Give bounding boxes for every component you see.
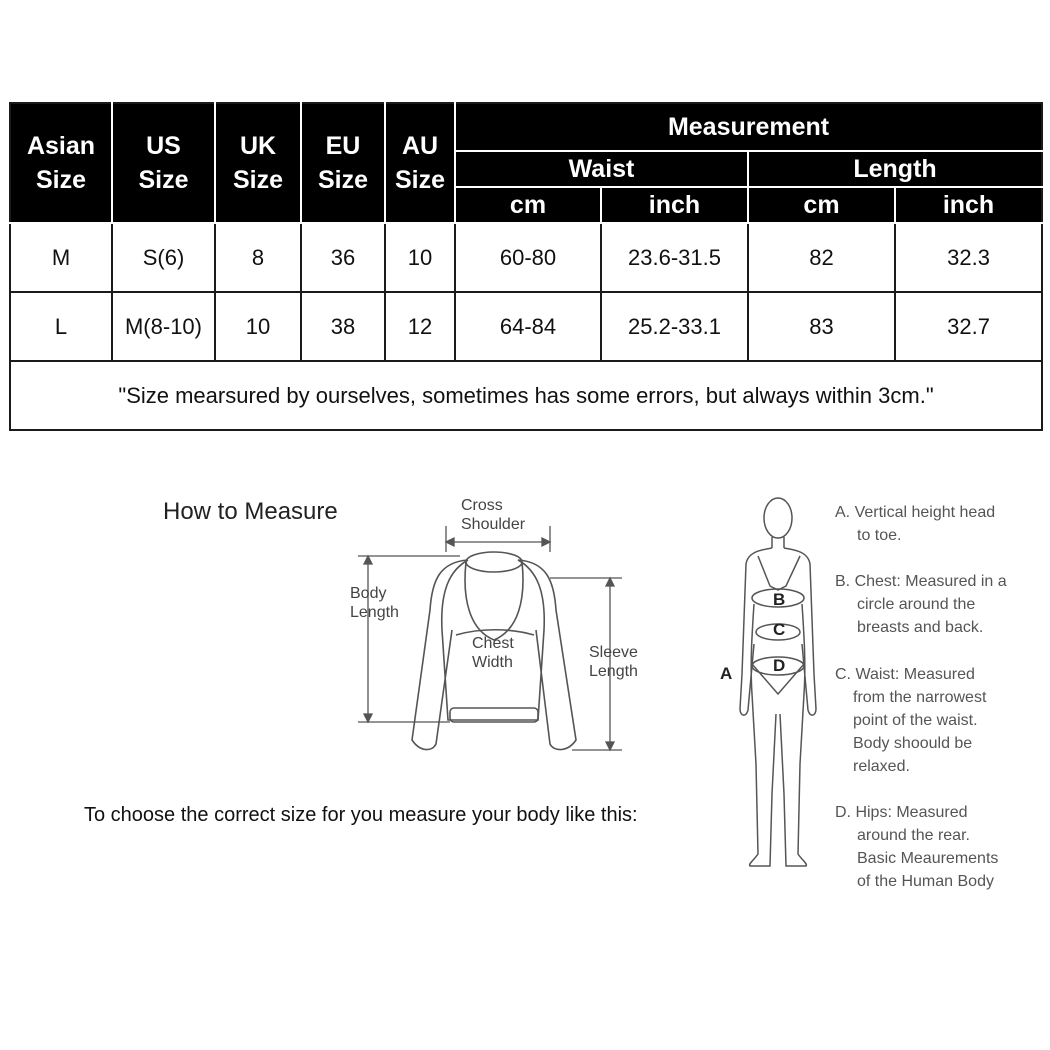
legend-a: A. Vertical height head to toe. bbox=[835, 504, 996, 544]
sleeve-length-label: Sleeve Length bbox=[589, 644, 638, 680]
header-waist: Waist bbox=[455, 151, 748, 187]
table-cell: 83 bbox=[748, 292, 895, 361]
header-length-cm: cm bbox=[748, 187, 895, 223]
size-chart-table bbox=[9, 102, 1043, 431]
header-waist-cm: cm bbox=[455, 187, 601, 223]
choose-size-instruction: To choose the correct size for you measure your body like this: bbox=[84, 804, 638, 826]
marker-d: D bbox=[773, 656, 786, 675]
table-cell: 36 bbox=[301, 223, 385, 292]
body-measurement-figure bbox=[730, 494, 830, 876]
header-measurement: Measurement bbox=[455, 103, 1042, 151]
chest-width-label: Chest Width bbox=[472, 635, 514, 671]
table-cell: 38 bbox=[301, 292, 385, 361]
legend-d: D. Hips: Measured around the rear. Basic Meaurements of the Human Body bbox=[835, 804, 999, 890]
legend-c: C. Waist: Measured from the narrowest point of the waist. Body shoould be relaxed. bbox=[835, 666, 987, 775]
table-cell: L bbox=[10, 292, 112, 361]
table-cell: 32.7 bbox=[895, 292, 1042, 361]
table-cell: 32.3 bbox=[895, 223, 1042, 292]
cross-shoulder-label: Cross Shoulder bbox=[461, 497, 526, 533]
table-row bbox=[10, 292, 1042, 361]
table-cell: M bbox=[10, 223, 112, 292]
table-cell: 23.6-31.5 bbox=[601, 223, 748, 292]
table-cell: 12 bbox=[385, 292, 455, 361]
header-asian-size: Asian Size bbox=[10, 103, 112, 223]
header-au-size: AU Size bbox=[385, 103, 455, 223]
header-length-inch: inch bbox=[895, 187, 1042, 223]
table-cell: 60-80 bbox=[455, 223, 601, 292]
marker-a: A bbox=[720, 664, 733, 683]
table-cell: 8 bbox=[215, 223, 301, 292]
header-length: Length bbox=[748, 151, 1042, 187]
marker-c: C bbox=[773, 620, 786, 639]
header-eu-size: EU Size bbox=[301, 103, 385, 223]
table-cell: 25.2-33.1 bbox=[601, 292, 748, 361]
table-cell: 10 bbox=[385, 223, 455, 292]
table-cell: 64-84 bbox=[455, 292, 601, 361]
header-us-size: US Size bbox=[112, 103, 215, 223]
header-uk-size: UK Size bbox=[215, 103, 301, 223]
legend-b: B. Chest: Measured in a circle around the breasts and back. bbox=[835, 573, 1007, 636]
table-row bbox=[10, 223, 1042, 292]
table-cell: S(6) bbox=[112, 223, 215, 292]
size-note: "Size mearsured by ourselves, sometimes has some errors, but always within 3cm." bbox=[10, 361, 1042, 430]
how-to-measure-title: How to Measure bbox=[163, 498, 338, 525]
table-cell: 10 bbox=[215, 292, 301, 361]
marker-b: B bbox=[773, 590, 786, 609]
header-waist-inch: inch bbox=[601, 187, 748, 223]
table-cell: M(8-10) bbox=[112, 292, 215, 361]
table-cell: 82 bbox=[748, 223, 895, 292]
body-length-label: Body Length bbox=[350, 585, 399, 621]
